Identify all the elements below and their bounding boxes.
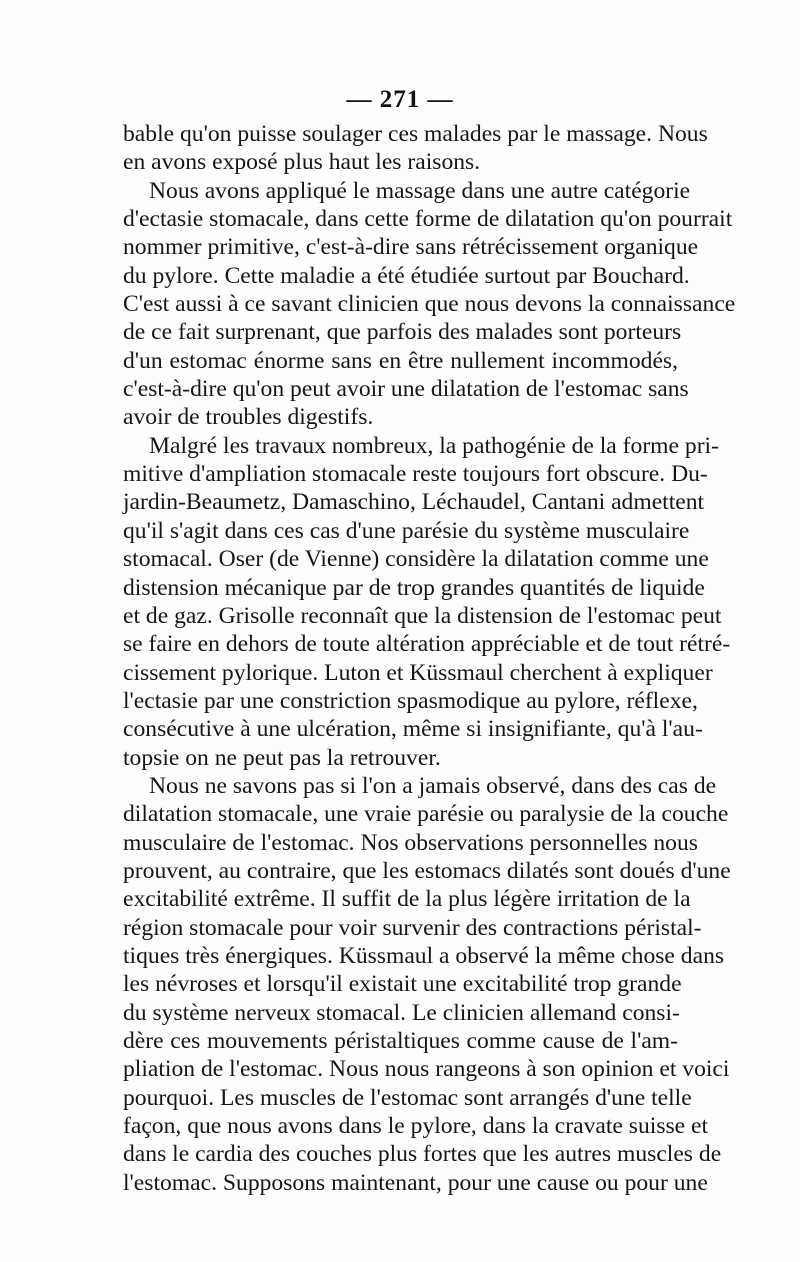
text-line: distension mécanique par de trop grandes quantités de liquide <box>123 574 705 601</box>
text-line: du système nerveux stomacal. Le clinicien allemand consi- <box>123 999 680 1026</box>
paragraph-2 <box>123 177 736 432</box>
text-line: qu'il s'agit dans ces cas d'une parésie du système musculaire <box>123 517 690 544</box>
text-line: C'est aussi à ce savant clinicien que nous devons la connaissance <box>123 291 736 318</box>
paragraph-4 <box>123 772 731 1197</box>
text-line: dilatation stomacale, une vraie parésie ou paralysie de la couche <box>123 801 729 828</box>
text-line: l'ectasie par une constriction spasmodique au pylore, réflexe, <box>123 687 698 714</box>
text-line: cissement pylorique. Luton et Küssmaul cherchent à expliquer <box>123 659 713 686</box>
page-number: — 271 — <box>346 86 454 113</box>
text-line: topsie on ne peut pas la retrouver. <box>123 744 441 771</box>
text-line: d'un estomac énorme sans en être nullement incommodés, <box>123 347 678 374</box>
paragraph-1 <box>123 120 708 177</box>
text-line: jardin-Beaumetz, Damaschino, Léchaudel, Cantani admettent <box>123 489 705 516</box>
text-line: tiques très énergiques. Küssmaul a observé la même chose dans <box>123 942 725 969</box>
text-line: avoir de troubles digestifs. <box>123 404 374 431</box>
paragraph-3 <box>123 432 731 772</box>
text-line: et de gaz. Grisolle reconnaît que la distension de l'estomac peut <box>123 602 722 629</box>
text-line: pliation de l'estomac. Nous nous rangeons à son opinion et voici <box>123 1056 730 1083</box>
text-line: stomacal. Oser (de Vienne) considère la dilatation comme une <box>123 546 709 573</box>
text-line: les névroses et lorsqu'il existait une excitabilité trop grande <box>123 971 682 998</box>
text-line: région stomacale pour voir survenir des contractions péristal- <box>123 914 702 941</box>
text-line: d'ectasie stomacale, dans cette forme de dilatation qu'on pourrait <box>123 206 733 233</box>
text-line: de ce fait surprenant, que parfois des malades sont porteurs <box>123 319 682 346</box>
text-line: en avons exposé plus haut les raisons. <box>123 149 481 176</box>
body-text <box>123 120 736 1197</box>
text-line: nommer primitive, c'est-à-dire sans rétrécissement organique <box>123 234 699 261</box>
text-line: l'estomac. Supposons maintenant, pour une cause ou pour une <box>123 1169 708 1196</box>
text-line: excitabilité extrême. Il suffit de la plus légère irritation de la <box>123 886 691 913</box>
text-line: façon, que nous avons dans le pylore, dans la cravate suisse et <box>123 1113 709 1140</box>
text-line: se faire en dehors de toute altération appréciable et de tout rétré- <box>123 631 731 658</box>
text-line: dans le cardia des couches plus fortes que les autres muscles de <box>123 1141 722 1168</box>
text-line: Nous ne savons pas si l'on a jamais observé, dans des cas de <box>149 772 717 799</box>
text-line: Nous avons appliqué le massage dans une autre catégorie <box>149 177 691 204</box>
text-line: consécutive à une ulcération, même si insignifiante, qu'à l'au- <box>123 716 703 743</box>
text-line: musculaire de l'estomac. Nos observations personnelles nous <box>123 829 698 856</box>
text-line: dère ces mouvements péristaltiques comme cause de l'am- <box>123 1028 678 1054</box>
text-line: c'est-à-dire qu'on peut avoir une dilatation de l'estomac sans <box>123 376 689 403</box>
text-line: pourquoi. Les muscles de l'estomac sont arrangés d'une telle <box>123 1084 692 1111</box>
text-line: bable qu'on puisse soulager ces malades par le massage. Nous <box>123 121 708 147</box>
text-line: du pylore. Cette maladie a été étudiée surtout par Bouchard. <box>123 262 690 289</box>
text-line: mitive d'ampliation stomacale reste toujours fort obscure. Du- <box>123 461 708 488</box>
text-line: prouvent, au contraire, que les estomacs dilatés sont doués d'une <box>123 857 731 884</box>
text-line: Malgré les travaux nombreux, la pathogénie de la forme pri- <box>149 432 719 459</box>
